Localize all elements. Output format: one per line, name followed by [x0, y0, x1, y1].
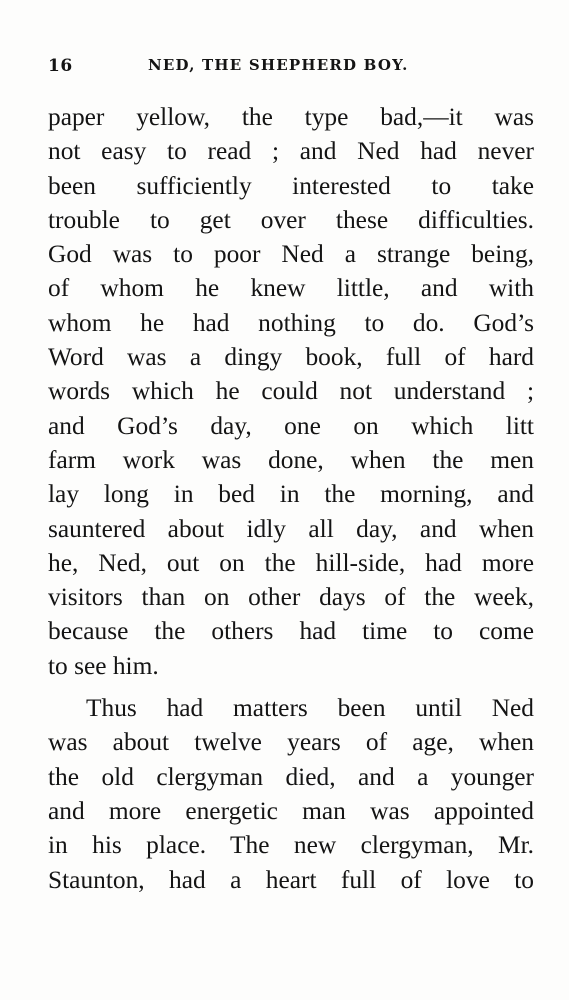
text-line: been sufficiently interested to take: [48, 171, 534, 200]
text-line: lay long in bed in the morning, and: [48, 480, 534, 509]
text-line: visitors than on other days of the week,: [48, 583, 534, 612]
text-line: farm work was done, when the men: [48, 445, 534, 474]
text-line: Thus had matters been until Ned: [86, 694, 534, 723]
text-line: and more energetic man was appointed: [48, 796, 534, 825]
text-line: Staunton, had a heart full of love to: [48, 865, 534, 894]
text-line: not easy to read ; and Ned had never: [48, 137, 534, 166]
text-line: God was to poor Ned a strange being,: [48, 240, 534, 269]
text-line: was about twelve years of age, when: [48, 728, 534, 757]
text-line: because the others had time to come: [48, 617, 534, 646]
text-line: the old clergyman died, and a younger: [48, 762, 534, 791]
text-line: Word was a dingy book, full of hard: [48, 343, 534, 372]
text-line: paper yellow, the type bad,—it was: [48, 103, 534, 131]
text-line: of whom he knew little, and with: [48, 274, 534, 303]
text-line: and God’s day, one on which litt: [48, 411, 534, 440]
text-line: to see him.: [48, 651, 159, 680]
paragraph-1: [48, 100, 534, 683]
book-title: NED, THE SHEPHERD BOY.: [148, 56, 409, 74]
paragraph-gap: [48, 683, 534, 691]
body-text: [48, 100, 534, 897]
paragraph-2: [48, 691, 534, 897]
running-head: [48, 56, 534, 86]
text-line: in his place. The new clergyman, Mr.: [48, 831, 534, 860]
text-line: he, Ned, out on the hill-side, had more: [48, 548, 534, 577]
text-line: words which he could not understand ;: [48, 377, 534, 406]
page-number: 16: [48, 56, 73, 76]
text-line: whom he had nothing to do. God’s: [48, 308, 534, 337]
text-line: trouble to get over these difficulties.: [48, 205, 534, 234]
text-line: sauntered about idly all day, and when: [48, 514, 534, 543]
